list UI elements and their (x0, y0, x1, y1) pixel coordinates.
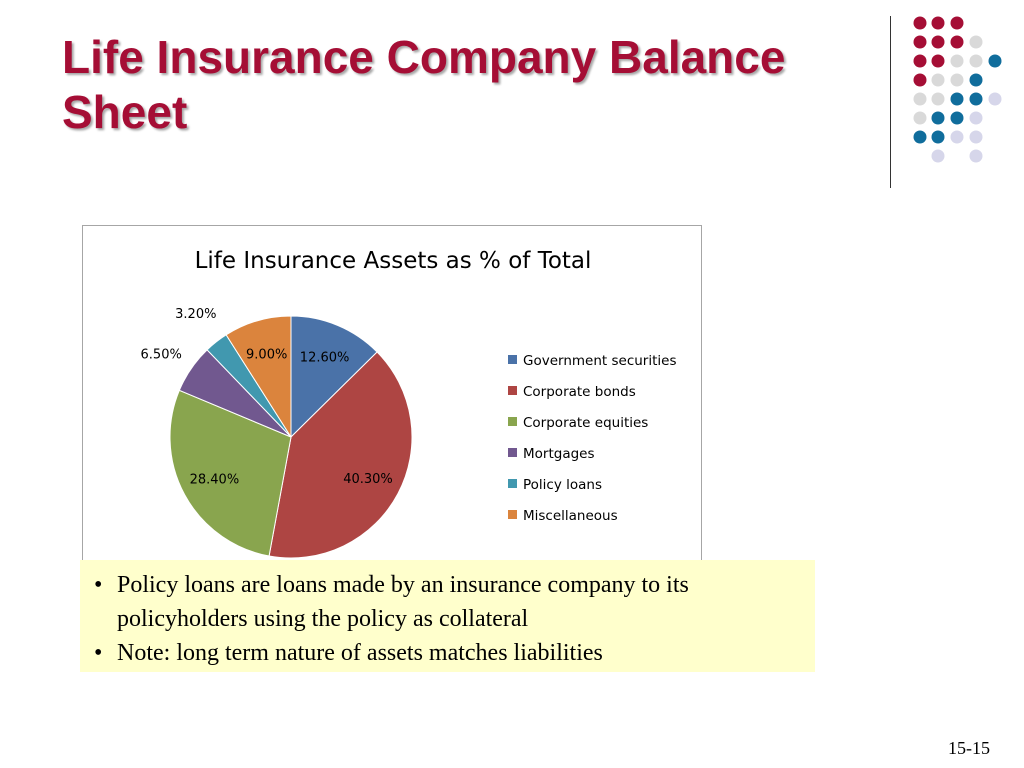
decorative-dot (970, 131, 983, 144)
legend-swatch-corporate-equities (508, 417, 517, 426)
data-label-mortgages: 6.50% (140, 347, 182, 363)
legend-label-mortgages: Mortgages (523, 446, 595, 462)
decorative-dot (970, 74, 983, 87)
decorative-dot (914, 74, 927, 87)
decorative-dot (932, 93, 945, 106)
data-label-government-securities: 12.60% (299, 350, 350, 366)
decorative-dot (914, 36, 927, 49)
pie-chart (82, 225, 702, 565)
decorative-dot (914, 112, 927, 125)
notes-box (80, 560, 815, 672)
decorative-dot (951, 36, 964, 49)
decorative-dot (951, 17, 964, 30)
legend-label-government-securities: Government securities (523, 353, 677, 369)
decorative-dot (932, 74, 945, 87)
decorative-dot (932, 150, 945, 163)
decorative-dot (970, 112, 983, 125)
decorative-dot (970, 55, 983, 68)
decorative-dot (932, 36, 945, 49)
decorative-divider (890, 16, 891, 188)
chart-title: Life Insurance Assets as % of Total (194, 248, 592, 274)
decorative-dot (914, 17, 927, 30)
decorative-dot (914, 93, 927, 106)
legend-label-corporate-equities: Corporate equities (523, 415, 649, 431)
decorative-dot (932, 17, 945, 30)
data-label-corporate-bonds: 40.30% (343, 471, 393, 487)
slide-title: Life Insurance Company Balance Sheet (62, 31, 786, 138)
decorative-dot (951, 112, 964, 125)
legend-label-policy-loans: Policy loans (523, 477, 602, 493)
note-bullet-policy-loans: • Policy loans are loans made by an insurance company to its policyholders using the policy as collateral (90, 568, 801, 636)
page-number: 15-15 (948, 738, 990, 758)
decorative-dot (970, 36, 983, 49)
legend-label-miscellaneous: Miscellaneous (523, 508, 618, 524)
decorative-dot (914, 55, 927, 68)
decorative-dot (970, 93, 983, 106)
decorative-dot (932, 112, 945, 125)
decorative-dot (970, 150, 983, 163)
data-label-corporate-equities: 28.40% (189, 472, 240, 488)
decorative-dot (951, 74, 964, 87)
decorative-dot (951, 131, 964, 144)
decorative-dot (914, 131, 927, 144)
legend-label-corporate-bonds: Corporate bonds (523, 384, 636, 400)
note-bullet-long-term: • Note: long term nature of assets matches liabilities (90, 636, 801, 670)
decorative-dot (932, 131, 945, 144)
decorative-dot (951, 93, 964, 106)
legend-swatch-policy-loans (508, 479, 517, 488)
legend-swatch-government-securities (508, 355, 517, 364)
decorative-dot (951, 55, 964, 68)
data-label-policy-loans: 3.20% (175, 306, 217, 322)
pie-chart-canvas (83, 226, 703, 566)
decorative-dot (989, 93, 1002, 106)
decorative-dot (989, 55, 1002, 68)
legend-swatch-miscellaneous (508, 510, 517, 519)
data-label-miscellaneous: 9.00% (246, 347, 288, 363)
legend-swatch-mortgages (508, 448, 517, 457)
decorative-dot (932, 55, 945, 68)
legend-swatch-corporate-bonds (508, 386, 517, 395)
decorative-dot-grid (0, 0, 1024, 200)
